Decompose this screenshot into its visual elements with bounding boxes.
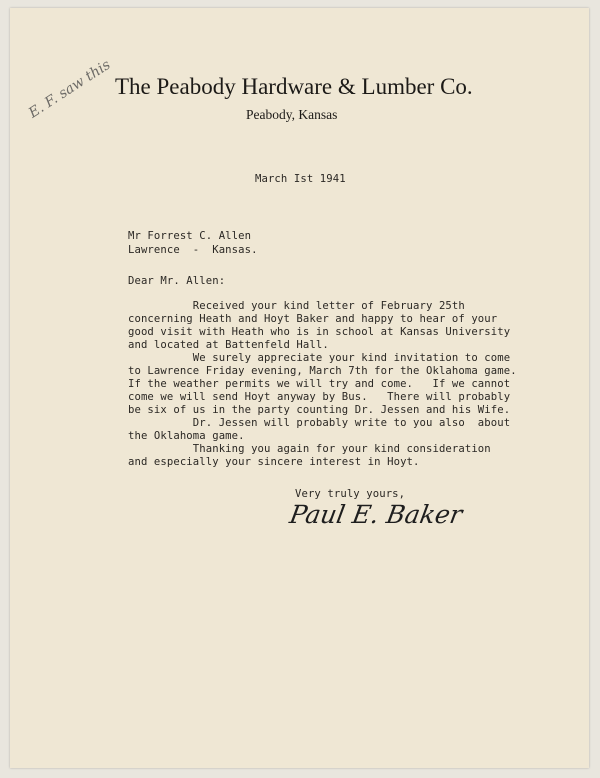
letter-date: March Ist 1941 bbox=[255, 173, 346, 185]
letter-sheet bbox=[10, 8, 589, 768]
letterhead-location: Peabody, Kansas bbox=[246, 107, 338, 122]
body-line: to Lawrence Friday evening, March 7th for the Oklahoma game. bbox=[128, 365, 517, 377]
body-line: be six of us in the party counting Dr. Jessen and his Wife. bbox=[128, 404, 511, 416]
letterhead-company: The Peabody Hardware & Lumber Co. bbox=[115, 74, 473, 99]
body-line: good visit with Heath who is in school at Kansas University bbox=[128, 326, 511, 338]
body-line: Thanking you again for your kind consideration bbox=[128, 443, 491, 455]
signature: Paul E. Baker bbox=[287, 500, 465, 529]
recipient-name: Mr Forrest C. Allen bbox=[128, 230, 252, 242]
pencil-annotation: E. F. saw this bbox=[26, 56, 114, 122]
body-line: concerning Heath and Hoyt Baker and happy to hear of your bbox=[128, 313, 498, 325]
body-line: and especially your sincere interest in Hoyt. bbox=[128, 456, 420, 468]
body-line: Dr. Jessen will probably write to you also about bbox=[128, 417, 511, 429]
body-line: We surely appreciate your kind invitation to come bbox=[128, 352, 511, 364]
body-line: Received your kind letter of February 25th bbox=[128, 300, 465, 312]
closing: Very truly yours, bbox=[295, 488, 406, 500]
body-line: come we will send Hoyt anyway by Bus. There will probably bbox=[128, 391, 511, 403]
salutation: Dear Mr. Allen: bbox=[128, 275, 226, 287]
body-line: the Oklahoma game. bbox=[128, 430, 245, 442]
recipient-city: Lawrence - Kansas. bbox=[128, 244, 258, 256]
body-line: If the weather permits we will try and come. If we cannot bbox=[128, 378, 511, 390]
body-line: and located at Battenfeld Hall. bbox=[128, 339, 329, 351]
